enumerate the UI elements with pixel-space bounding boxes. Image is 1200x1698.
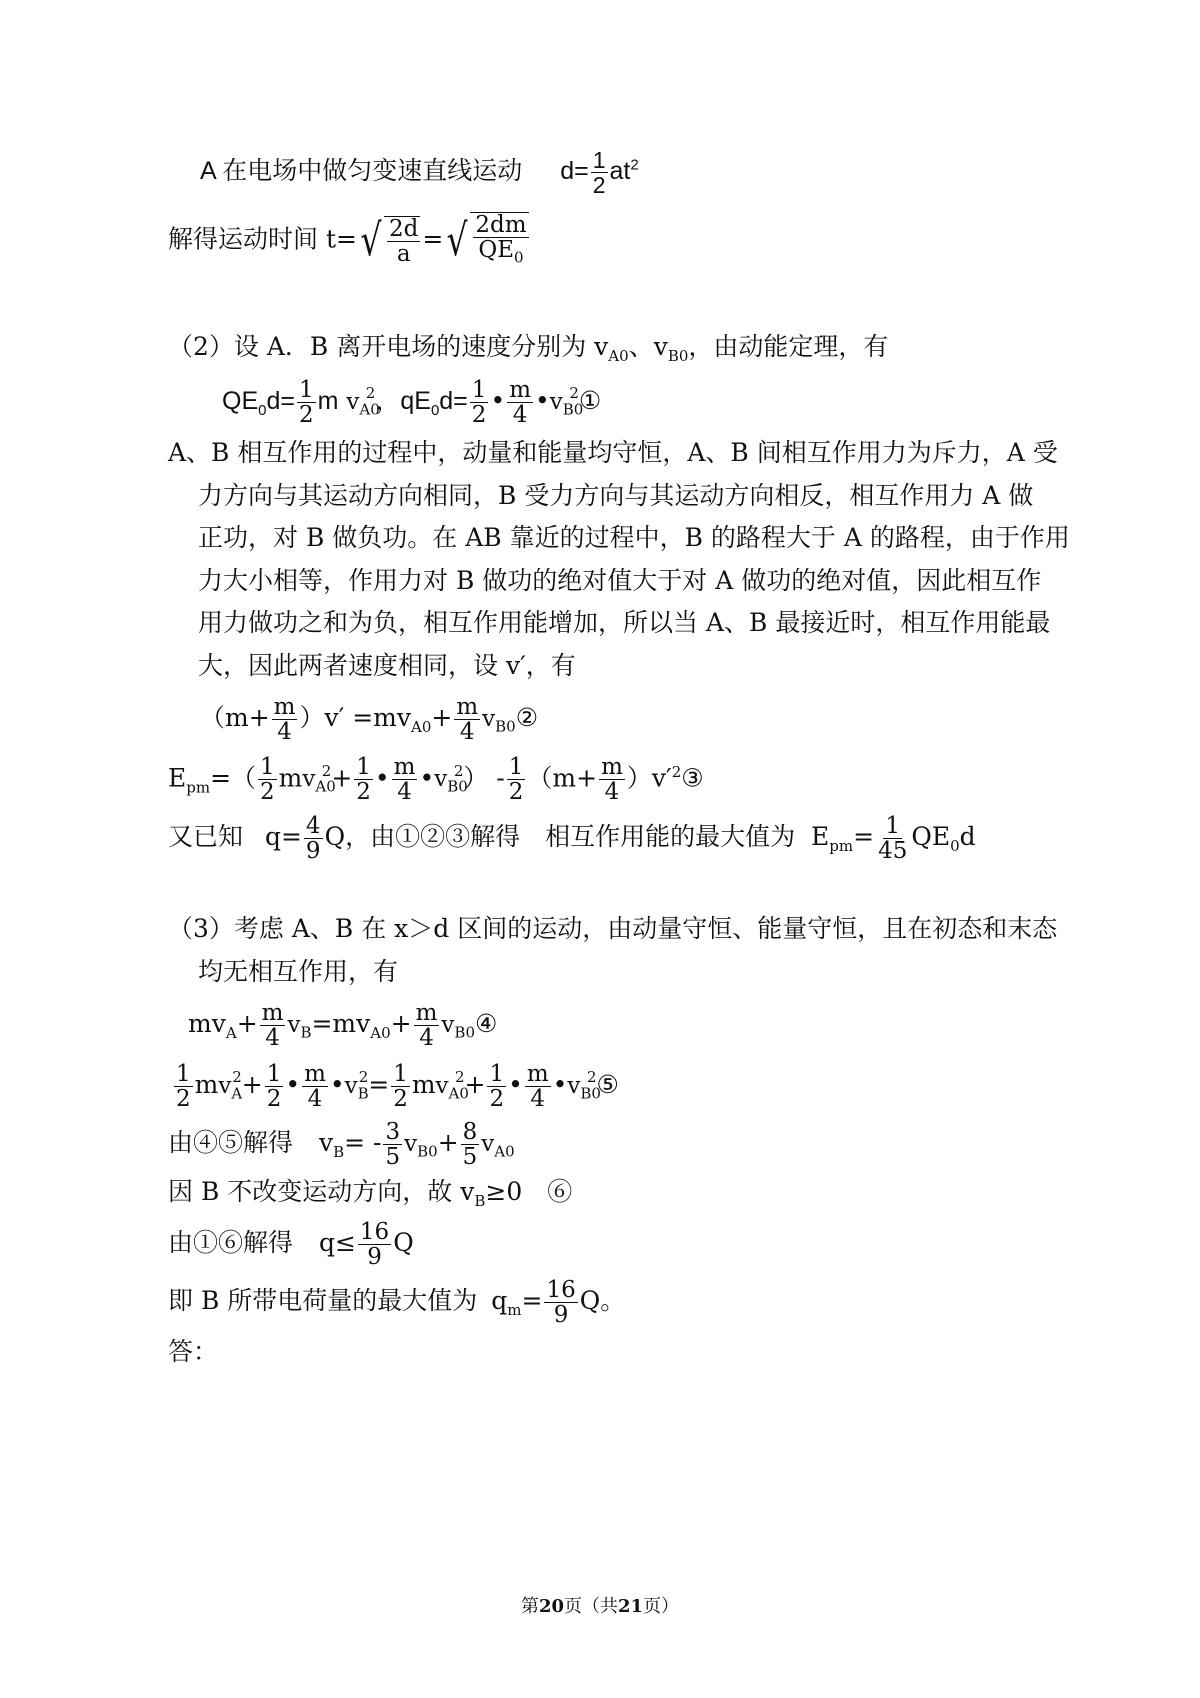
text-solve16: 由①⑥解得 (168, 1228, 294, 1257)
circled-2: ② (515, 703, 539, 732)
text-known-mid: ，由①②③解得 相互作用能的最大值为 (345, 822, 796, 851)
eq-energy-3: $E_{pm}=$（ $\frac{1}{2}$ $mv_{A0}^2+$ $\frac{1}{2}$ • $\frac{m}{4}$ $•v_{B0}^2$） - $\frac{1}{2}$ （m+ $\frac{m}{4}$ ）$v'^2③$ (168, 754, 704, 806)
line-motion (200, 148, 639, 197)
para-line-5: 用力做功之和为负，相互作用能增加，所以当 A、B 最接近时，相互作用能最 (198, 608, 1051, 637)
eq-momentum-2: （m+ $\frac{m}{4}$ ）$v' =mv_{A0}+$ $\frac{m}{4}$ $v_{B0}②$ (200, 694, 539, 745)
text-direction-tail: ≥0 ⑥ (485, 1177, 573, 1206)
eq-energy-1: $QE_0d=$ $\frac{1}{2}$ m $v_{A0}^2$，$qE_0d=$ $\frac{1}{2}$ • $\frac{m}{4}$ $•v_{B0}^2①$ (222, 377, 602, 428)
text-max-charge: 即 B 所带电荷量的最大值为 (168, 1286, 478, 1315)
circled-3: ③ (681, 763, 704, 793)
text-motion: A 在电场中做匀变速直线运动 (200, 157, 523, 186)
para-section3-1: （3）考虑 A、B 在 x＞d 区间的运动，由动量守恒、能量守恒，且在初态和末态 (168, 914, 1058, 943)
para-line-6: 大，因此两者速度相同，设 v′，有 (198, 651, 576, 680)
line-known: 又已知 q= $\frac{4}{9}$ Q，由①②③解得 相互作用能的最大值为 $E_{pm}=$ $\frac{1}{45}$ $QE_0d$ (168, 813, 976, 864)
circled-5: ⑤ (596, 1070, 619, 1099)
line-solve16: 由①⑥解得 q≤ $\frac{16}{9}$ Q (168, 1219, 414, 1270)
text-section2: （2）设 A．B 离开电场的速度分别为 v (168, 332, 609, 361)
line-direction: 因 B 不改变运动方向，故 $v_B\ge 0$ ⑥ (168, 1177, 573, 1210)
footer-mid: 页（共 (564, 1596, 618, 1617)
circled-4: ④ (475, 1009, 498, 1038)
text-time: 解得运动时间 t= (168, 224, 357, 254)
line-section2: （2）设 A．B 离开电场的速度分别为 $v_{A0}$、$v_{B0}$，由动能定理，有 (168, 332, 889, 365)
eq-distance: d= $\frac{1}{2}$ $at^2$ (560, 147, 639, 198)
text-section2-c: ，由动能定理，有 (688, 332, 889, 361)
period: 。 (600, 1286, 626, 1315)
para-line-3: 正功，对 B 做负功。在 AB 靠近的过程中，B 的路程大于 A 的路程，由于作用 (198, 523, 1070, 552)
eq-energy-5: $\frac{1}{2}$ $mv_A^2+$ $\frac{1}{2}$ • $\frac{m}{4}$ $•v_B^2=$ $\frac{1}{2}$ $mv_{A0}^2+$ $\frac{1}{2}$ • $\frac{m}{4}$ $•v_{B0}^2⑤$ (176, 1061, 619, 1112)
footer-page-number: 20 (538, 1596, 564, 1617)
text-solve45: 由④⑤解得 (168, 1128, 294, 1157)
line-time: 解得运动时间 t= √ $\frac{2d}{a}$ = √ $\frac{2dm}{QE_0}$ (168, 212, 531, 270)
para-line-4: 力大小相等，作用力对 B 做功的绝对值大于对 A 做功的绝对值，因此相互作 (198, 566, 1042, 595)
sqrt-2d-a: √ $\frac{2d}{a}$ (360, 214, 419, 267)
para-line-2: 力方向与其运动方向相同，B 受力方向与其运动方向相反，相互作用力 A 做 (198, 481, 1034, 510)
eq-momentum-4: $mv_A+$ $\frac{m}{4}$ $v_B=mv_{A0}+$ $\frac{m}{4}$ $v_{B0}④$ (188, 1000, 498, 1051)
footer-pre: 第 (520, 1596, 539, 1617)
footer-total-pages: 21 (618, 1596, 644, 1617)
para-section3-2: 均无相互作用，有 (198, 957, 399, 986)
answer-label: 答： (168, 1337, 219, 1366)
circled-1: ① (578, 386, 602, 415)
para-line-1: A、B 相互作用的过程中，动量和能量均守恒，A、B 间相互作用力为斥力，A 受 (168, 438, 1058, 467)
page-footer (0, 1592, 1200, 1618)
sqrt-2dm-qe0: √ $\frac{2dm}{QE_0}$ (443, 212, 530, 270)
text-section2-b: 、v (628, 332, 668, 361)
line-max-charge: 即 B 所带电荷量的最大值为 $q_m=$ $\frac{16}{9}$ Q。 (168, 1277, 626, 1328)
text-direction: 因 B 不改变运动方向，故 v (168, 1177, 475, 1206)
footer-post: 页） (643, 1596, 680, 1617)
text-known: 又已知 (168, 822, 244, 851)
line-solve45: 由④⑤解得 $v_B=$ - $\frac{3}{5}$ $v_{B0}+$ $\frac{8}{5}$ $v_{A0}$ (168, 1119, 515, 1170)
